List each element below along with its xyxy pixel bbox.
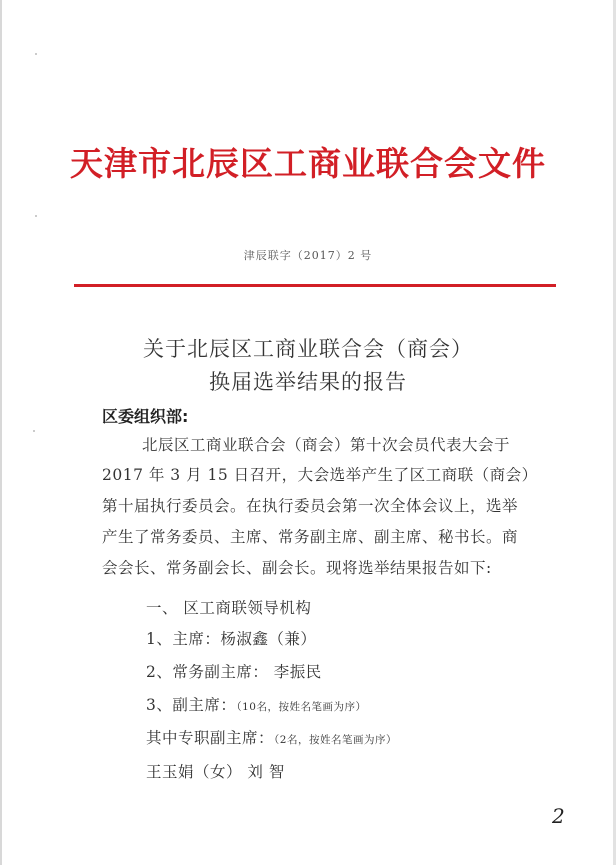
report-title-line-1: 关于北辰区工商业联合会（商会）: [143, 337, 473, 361]
fulltime-vice-names: 王玉娟（女） 刘 智: [146, 763, 285, 781]
body-paragraph-line: 2017 年 3 月 15 日召开，大会选举产生了区工商联（商会）: [102, 466, 538, 484]
fulltime-vice-label: 其中专职副主席：: [146, 729, 275, 747]
chairman-line: 1、主席：杨淑鑫（兼）: [146, 630, 317, 648]
section-heading-leadership: 一、 区工商联领导机构: [146, 599, 312, 617]
scan-left-edge: [0, 0, 2, 865]
vice-chairman-line: [146, 693, 367, 715]
report-title-line-2: 换届选举结果的报告: [209, 370, 407, 394]
scan-speck: [35, 53, 37, 55]
document-number: 津辰联字（2017）2 号: [243, 249, 373, 262]
body-paragraph-line: 产生了常务委员、主席、常务副主席、副主席、秘书长。商: [102, 528, 519, 546]
handwritten-page-number: 2: [552, 804, 565, 828]
scan-speck: [35, 215, 37, 217]
scan-speck: [33, 430, 35, 432]
fulltime-vice-chairman-line: [146, 726, 397, 748]
body-paragraph-line: 北辰区工商业联合会（商会）第十次会员代表大会于: [142, 436, 511, 454]
recipient-line: 区委组织部:: [102, 407, 189, 426]
body-paragraph-line: 第十届执行委员会。在执行委员会第一次全体会议上，选举: [102, 497, 519, 515]
vice-chairman-note: （10名，按姓名笔画为序）: [236, 701, 367, 713]
vice-chairman-label: 3、副主席：: [146, 696, 237, 714]
executive-vice-chairman-line: 2、常务副主席： 李振民: [146, 663, 322, 681]
document-header-title: 天津市北辰区工商业联合会文件: [70, 144, 546, 183]
red-divider-line: [74, 284, 556, 287]
body-paragraph-line: 会会长、常务副会长、副会长。现将选举结果报告如下:: [102, 559, 492, 577]
fulltime-vice-note: （2名，按姓名笔画为序）: [274, 734, 397, 746]
